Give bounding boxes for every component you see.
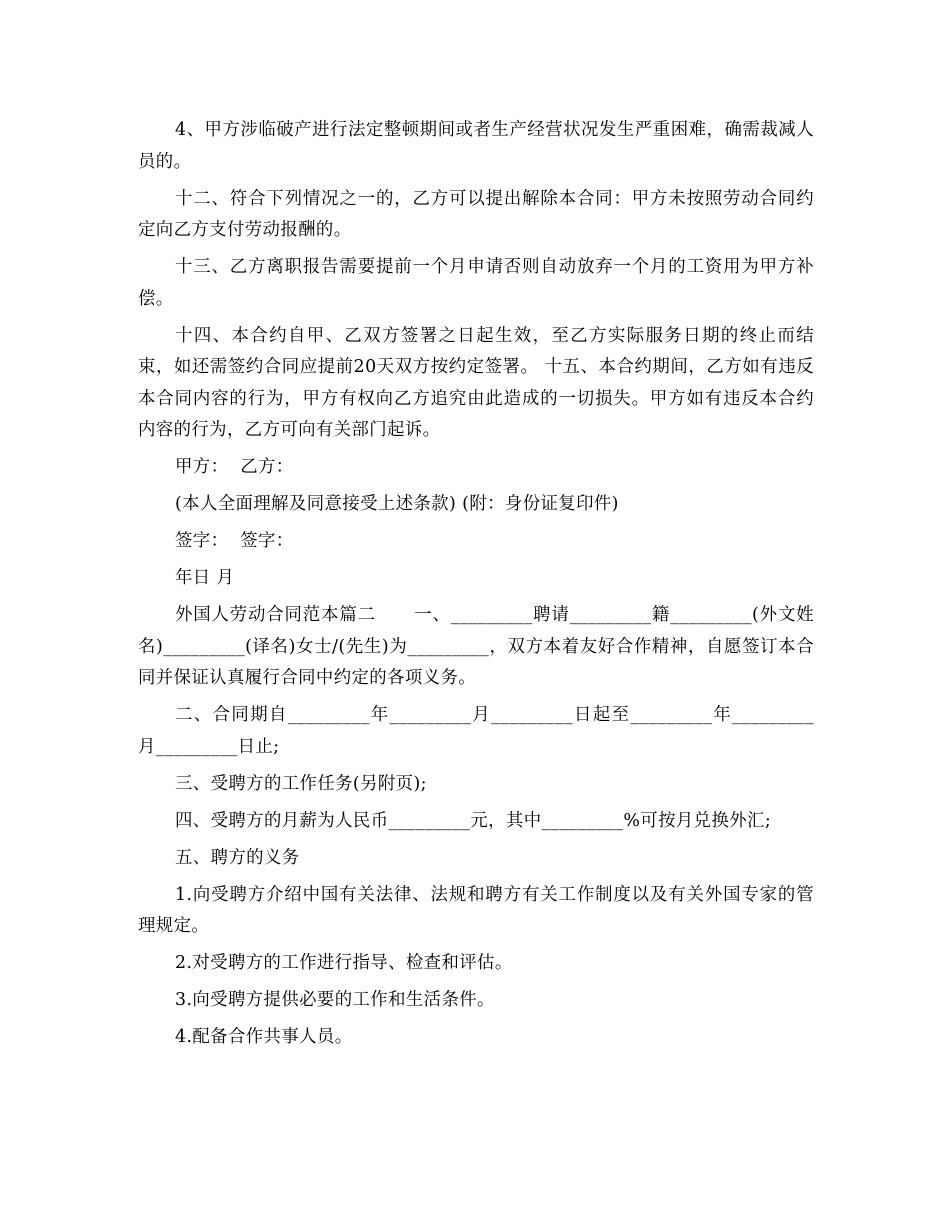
clause-4-layoff: 4、甲方涉临破产进行法定整顿期间或者生产经营状况发生严重困难，确需裁减人员的。	[138, 120, 814, 172]
duty-item-2: 2.对受聘方的工作进行指导、检查和评估。	[175, 953, 513, 973]
signature-labels: 签字： 签字：	[175, 531, 294, 551]
section-2-clause-5-heading: 五、聘方的义务	[175, 847, 300, 868]
document-body	[138, 115, 814, 1059]
duty-item-4: 4.配备合作共事人员。	[175, 1027, 353, 1047]
date-line: 年日 月	[175, 568, 235, 588]
section-2-clause-4-salary: 四、受聘方的月薪为人民币_________元，其中_________%可按月兑换外汇;	[175, 810, 772, 831]
acknowledgement-note: (本人全面理解及同意接受上述条款) (附：身份证复印件)	[175, 494, 619, 514]
clause-12-termination: 十二、符合下列情况之一的，乙方可以提出解除本合同：甲方未按照劳动合同约定向乙方支付劳动报酬的。	[138, 188, 814, 240]
duty-item-1: 1.向受聘方介绍中国有关法律、法规和聘方有关工作制度以及有关外国专家的管理规定。	[138, 884, 814, 936]
section-2-clause-2-term: 二、合同期自_________年_________月_________日起至_________年_________月_________日止;	[138, 705, 814, 757]
section-2-clause-3-tasks: 三、受聘方的工作任务(另附页);	[175, 773, 427, 794]
clause-13-resignation: 十三、乙方离职报告需要提前一个月申请否则自动放弃一个月的工资用为甲方补偿。	[138, 257, 814, 309]
clause-14-15-effect: 十四、本合约自甲、乙双方签署之日起生效，至乙方实际服务日期的终止而结束，如还需签约合同应提前20天双方按约定签署。 十五、本合约期间，乙方如有违反本合同内容的行为，甲方有权向乙方追究由此造成的一切损失。甲方如有违反本合约内容的行为，乙方可向有关部门起诉。	[138, 325, 814, 440]
party-labels: 甲方： 乙方：	[175, 457, 294, 477]
duty-item-3: 3.向受聘方提供必要的工作和生活条件。	[175, 990, 495, 1010]
section-2-clause-1: 外国人劳动合同范本篇二 一、_________聘请_________籍_________(外文姓名)_________(译名)女士/(先生)为_________，双方本着友好合作精神，自愿签订本合同并保证认真履行合同中约定的各项义务。	[138, 605, 814, 688]
